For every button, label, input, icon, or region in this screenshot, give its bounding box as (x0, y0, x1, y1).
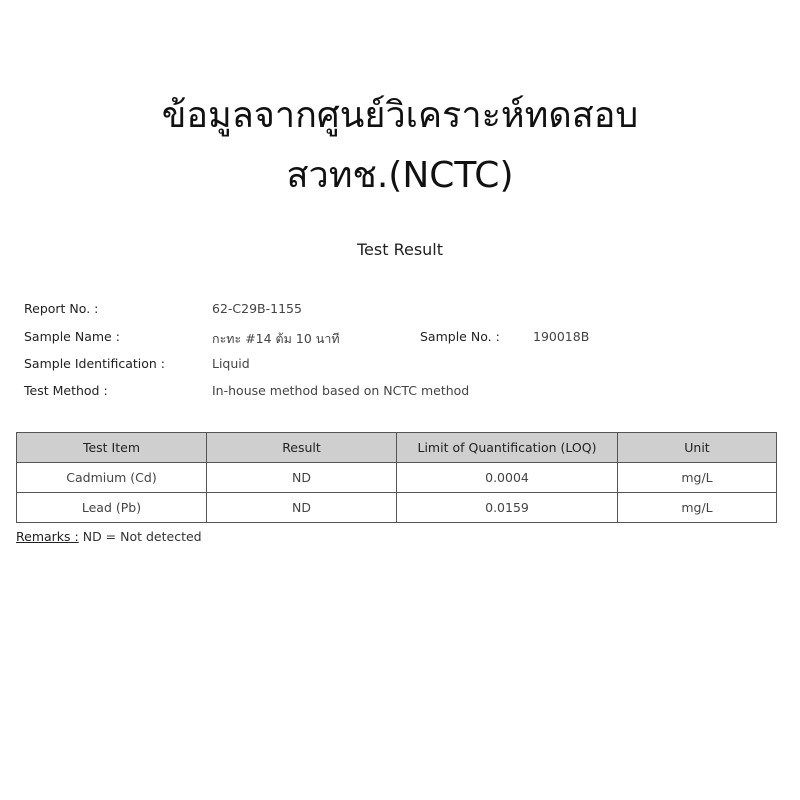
header-test-item: Test Item (17, 433, 207, 463)
test-result-table (16, 432, 777, 523)
document-title: Test Result (356, 240, 444, 259)
sample-name-label: Sample Name : (24, 329, 120, 344)
sample-no-value: 190018B (533, 329, 590, 344)
report-no-label: Report No. : (24, 301, 99, 316)
cell-loq: 0.0159 (397, 493, 618, 523)
sample-no-label: Sample No. : (420, 329, 500, 344)
cell-test-item: Cadmium (Cd) (17, 463, 207, 493)
cell-result: ND (207, 493, 397, 523)
remarks (16, 529, 202, 544)
cell-unit: mg/L (618, 493, 777, 523)
sample-identification-label: Sample Identification : (24, 356, 165, 371)
cell-test-item: Lead (Pb) (17, 493, 207, 523)
sample-name-value: กะทะ #14 ต้ม 10 นาที (212, 331, 340, 346)
test-method-label: Test Method : (24, 383, 108, 398)
headline-line-1: ข้อมูลจากศูนย์วิเคราะห์ทดสอบ (161, 95, 639, 136)
report-no-value: 62-C29B-1155 (212, 301, 302, 316)
header-loq: Limit of Quantification (LOQ) (397, 433, 618, 463)
table-row (17, 493, 777, 523)
header-result: Result (207, 433, 397, 463)
test-method-value: In-house method based on NCTC method (212, 383, 470, 398)
sample-identification-value: Liquid (212, 356, 250, 371)
headline-line-2: สวทช.(NCTC) (286, 155, 514, 196)
table-header-row (17, 433, 777, 463)
remarks-label: Remarks : (16, 529, 79, 544)
header-unit: Unit (618, 433, 777, 463)
cell-unit: mg/L (618, 463, 777, 493)
remarks-text: ND = Not detected (82, 529, 202, 544)
cell-loq: 0.0004 (397, 463, 618, 493)
cell-result: ND (207, 463, 397, 493)
table-row (17, 463, 777, 493)
